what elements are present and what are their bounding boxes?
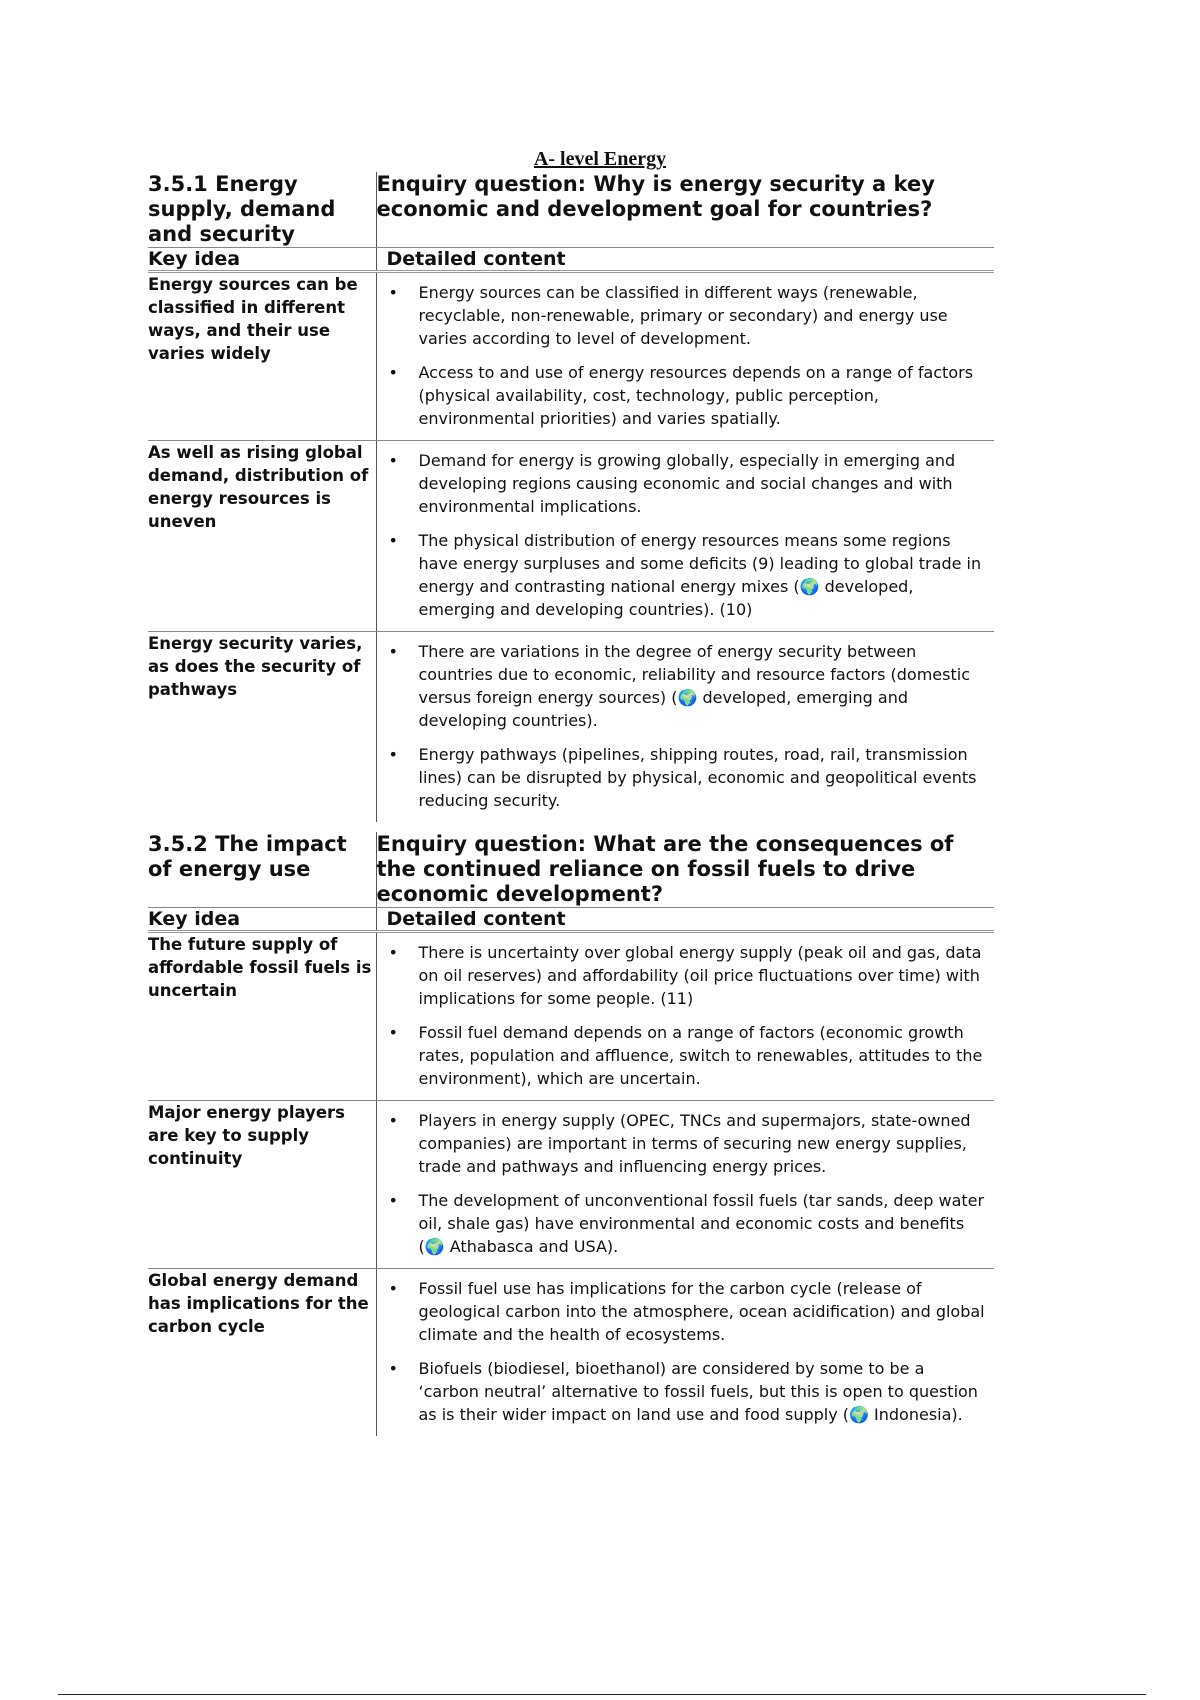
enquiry-question: Enquiry question: Why is energy security a key economic and development goal for countries?: [376, 172, 994, 248]
list-item: • The physical distribution of energy resources means some regions have energy surpluses and some deficits (9) leading to global trade in energy and contrasting national energy mixes (🌍 developed, emerging and developing countries). (10): [387, 529, 987, 621]
table-row: [148, 932, 994, 1101]
footer-divider: [58, 1694, 1146, 1695]
key-idea: As well as rising global demand, distribution of energy resources is uneven: [148, 441, 376, 632]
detail-list: [377, 1269, 995, 1436]
key-idea: Global energy demand has implications for the carbon cycle: [148, 1269, 376, 1437]
list-item: • There is uncertainty over global energy supply (peak oil and gas, data on oil reserves) and affordability (oil price fluctuations over time) with implications for some people. (11): [387, 941, 987, 1010]
key-idea-header: Key idea: [148, 248, 376, 272]
list-item: • Energy pathways (pipelines, shipping routes, road, rail, transmission lines) can be disrupted by physical, economic and geopolitical events reducing security.: [387, 743, 987, 812]
list-item: • Fossil fuel demand depends on a range of factors (economic growth rates, population and affluence, switch to renewables, attitudes to the environment), which are uncertain.: [387, 1021, 987, 1090]
document-title: A- level Energy: [533, 148, 667, 170]
table-row: [148, 441, 994, 632]
list-item: • Players in energy supply (OPEC, TNCs and supermajors, state-owned companies) are important in terms of securing new energy supplies, trade and pathways and influencing energy prices.: [387, 1109, 987, 1178]
topic-heading: 3.5.2 The impact of energy use: [148, 832, 376, 908]
list-item: • Access to and use of energy resources depends on a range of factors (physical availability, cost, technology, public perception, environmental priorities) and varies spatially.: [387, 361, 987, 430]
detailed-content-header: Detailed content: [376, 248, 994, 272]
key-idea: Major energy players are key to supply continuity: [148, 1101, 376, 1269]
table-row: [148, 1101, 994, 1269]
list-item: • Demand for energy is growing globally, especially in emerging and developing regions causing economic and social changes and with environmental implications.: [387, 449, 987, 518]
list-item: • Energy sources can be classified in different ways (renewable, recyclable, non-renewable, primary or secondary) and energy use varies according to level of development.: [387, 281, 987, 350]
key-idea-header: Key idea: [148, 908, 376, 932]
spec-table: [148, 832, 994, 1436]
detail-list: [377, 933, 995, 1100]
detail-list: [377, 273, 995, 440]
key-idea: Energy security varies, as does the security of pathways: [148, 632, 376, 823]
list-item: • Fossil fuel use has implications for the carbon cycle (release of geological carbon into the atmosphere, ocean acidification) and global climate and the health of ecosystems.: [387, 1277, 987, 1346]
topic-heading: 3.5.1 Energy supply, demand and security: [148, 172, 376, 248]
section-3-5-2: [148, 832, 994, 1436]
enquiry-question: Enquiry question: What are the consequences of the continued reliance on fossil fuels to drive economic development?: [376, 832, 994, 908]
key-idea: Energy sources can be classified in different ways, and their use varies widely: [148, 272, 376, 441]
table-row: [148, 272, 994, 441]
list-item: • The development of unconventional fossil fuels (tar sands, deep water oil, shale gas) have environmental and economic costs and benefits (🌍 Athabasca and USA).: [387, 1189, 987, 1258]
section-3-5-1: [148, 172, 994, 822]
detailed-content-header: Detailed content: [376, 908, 994, 932]
detail-list: [377, 441, 995, 631]
spec-table: [148, 172, 994, 822]
list-item: • Biofuels (biodiesel, bioethanol) are considered by some to be a ‘carbon neutral’ alternative to fossil fuels, but this is open to question as is their wider impact on land use and food supply (🌍 Indonesia).: [387, 1357, 987, 1426]
table-row: [148, 632, 994, 823]
key-idea: The future supply of affordable fossil fuels is uncertain: [148, 932, 376, 1101]
table-row: [148, 1269, 994, 1437]
list-item: • There are variations in the degree of energy security between countries due to economic, reliability and resource factors (domestic versus foreign energy sources) (🌍 developed, emerging and developing countries).: [387, 640, 987, 732]
detail-list: [377, 1101, 995, 1268]
detail-list: [377, 632, 995, 822]
